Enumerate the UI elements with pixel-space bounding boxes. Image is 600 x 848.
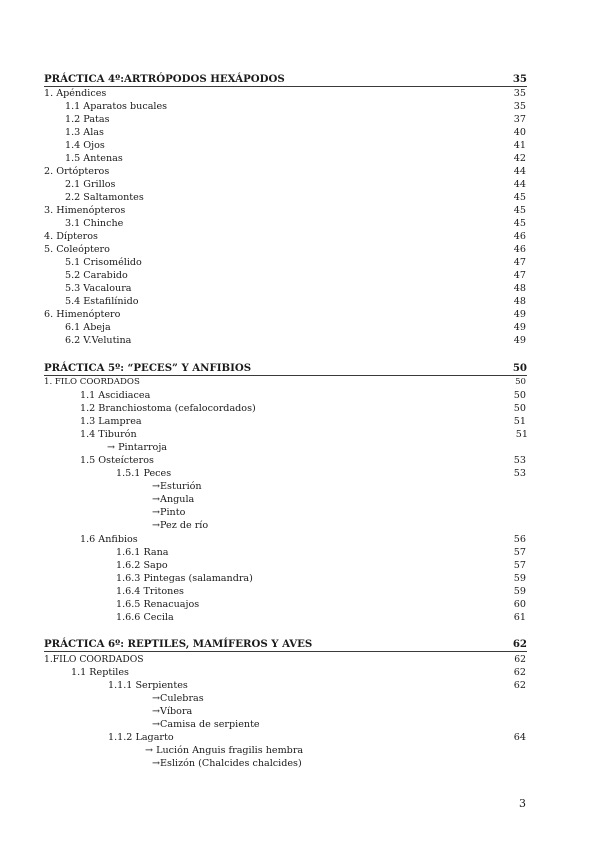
toc-entry-text: 1.5 Antenas <box>65 153 123 164</box>
toc-entry[interactable] <box>0 705 600 718</box>
toc-entry-page: 45 <box>513 192 526 203</box>
toc-entry[interactable] <box>0 692 600 705</box>
toc-entry-text: →Culebras <box>152 693 204 704</box>
toc-entry[interactable] <box>0 152 600 165</box>
toc-entry[interactable] <box>0 572 600 585</box>
toc-entry-text: → Pintarroja <box>107 442 168 453</box>
toc-entry-page: 35 <box>513 88 526 99</box>
page-number: 3 <box>519 797 526 810</box>
toc-entry-text: 1.4 Tiburón <box>80 429 137 440</box>
toc-entry[interactable] <box>0 480 600 493</box>
section-title: PRÁCTICA 5º: “PECES” Y ANFIBIOS <box>44 362 252 374</box>
toc-entry-text: 6. Himenóptero <box>44 309 121 320</box>
toc-entry-text: 1.1 Ascidiacea <box>80 390 151 401</box>
toc-entry-page: 49 <box>513 322 526 333</box>
toc-entry[interactable] <box>0 139 600 152</box>
toc-entry[interactable] <box>0 126 600 139</box>
toc-entry[interactable] <box>0 546 600 559</box>
toc-entry-text: 3.1 Chinche <box>65 218 124 229</box>
toc-entry[interactable] <box>0 744 600 757</box>
toc-entry-text: 1.1 Aparatos bucales <box>65 101 168 112</box>
toc-entry-page: 50 <box>515 377 526 387</box>
toc-entry[interactable] <box>0 467 600 480</box>
toc-entry-page: 62 <box>514 654 526 665</box>
toc-entry-text: 6.2 V.Velutina <box>65 335 132 346</box>
toc-entry-text: →Pez de río <box>152 520 209 531</box>
toc-entry-page: 59 <box>513 586 526 597</box>
toc-entry[interactable] <box>0 308 600 321</box>
toc-entry-text: 5.4 Estafilínido <box>65 296 139 307</box>
toc-entry[interactable] <box>0 230 600 243</box>
toc-entry[interactable] <box>0 428 600 441</box>
toc-entry-text: 2. Ortópteros <box>44 166 110 177</box>
toc-entry-page: 49 <box>513 309 526 320</box>
toc-entry-page: 45 <box>513 218 526 229</box>
toc-entry-text: →Eslizón (Chalcides chalcides) <box>152 758 302 769</box>
toc-entry-page: 56 <box>513 534 526 545</box>
toc-entry-text: 1.2 Patas <box>65 114 110 125</box>
toc-entry-text: →Pinto <box>152 507 186 518</box>
toc-entry[interactable] <box>0 376 600 389</box>
toc-entry[interactable] <box>0 679 600 692</box>
toc-entry-text: 1.6.1 Rana <box>116 547 169 558</box>
toc-entry-text: 4. Dípteros <box>44 231 98 242</box>
toc-entry[interactable] <box>0 585 600 598</box>
toc-entry-page: 40 <box>513 127 526 138</box>
toc-entry-page: 41 <box>513 140 526 151</box>
section-page: 35 <box>512 73 527 85</box>
toc-entry[interactable] <box>0 533 600 546</box>
toc-entry-text: 1.1.1 Serpientes <box>108 680 188 691</box>
toc-entry-page: 46 <box>513 244 526 255</box>
toc-entry-page: 51 <box>515 429 528 440</box>
toc-entry[interactable] <box>0 321 600 334</box>
toc-entry[interactable] <box>0 191 600 204</box>
toc-entry[interactable] <box>0 256 600 269</box>
toc-entry[interactable] <box>0 493 600 506</box>
toc-entry-text: 5.1 Crisomélido <box>65 257 142 268</box>
toc-entry-text: 1.3 Lamprea <box>80 416 142 427</box>
toc-entry-page: 46 <box>513 231 526 242</box>
toc-entry[interactable] <box>0 389 600 402</box>
toc-entry-text: 1.5 Osteícteros <box>80 455 154 466</box>
toc-entry-text: 5.2 Carabido <box>65 270 128 281</box>
toc-entry[interactable] <box>0 243 600 256</box>
section-heading[interactable] <box>0 638 600 651</box>
toc-entry-text: 1.5.1 Peces <box>116 468 172 479</box>
divider <box>44 651 527 652</box>
toc-entry-page: 53 <box>513 455 526 466</box>
section-page: 62 <box>512 638 527 650</box>
toc-entry-text: → Lución Anguis fragilis hembra <box>145 745 304 756</box>
toc-entry-page: 35 <box>513 101 526 112</box>
toc-entry[interactable] <box>0 334 600 347</box>
toc-entry-page: 47 <box>513 270 526 281</box>
toc-entry-text: 1.6.6 Cecila <box>116 612 174 623</box>
toc-entry-text: 1.6.4 Tritones <box>116 586 184 597</box>
toc-entry-page: 62 <box>513 680 526 691</box>
toc-entry[interactable] <box>0 269 600 282</box>
toc-entry[interactable] <box>0 165 600 178</box>
toc-entry-page: 53 <box>513 468 526 479</box>
toc-entry-text: 1.3 Alas <box>65 127 104 138</box>
toc-entry-page: 50 <box>513 403 526 414</box>
toc-entry[interactable] <box>0 441 600 454</box>
toc-entry-text: 3. Himenópteros <box>44 205 126 216</box>
toc-entry-page: 37 <box>513 114 526 125</box>
toc-entry-text: 2.2 Saltamontes <box>65 192 144 203</box>
toc-entry[interactable] <box>0 598 600 611</box>
toc-entry[interactable] <box>0 217 600 230</box>
toc-entry-text: →Angula <box>152 494 195 505</box>
toc-entry[interactable] <box>0 454 600 467</box>
toc-entry-page: 48 <box>513 283 526 294</box>
toc-entry[interactable] <box>0 204 600 217</box>
section-heading[interactable] <box>0 73 600 86</box>
section-heading[interactable] <box>0 362 600 375</box>
toc-entry[interactable] <box>0 718 600 731</box>
section-page: 50 <box>512 362 527 374</box>
toc-entry[interactable] <box>0 506 600 519</box>
toc-entry-text: 1.4 Ojos <box>65 140 105 151</box>
toc-entry[interactable] <box>0 415 600 428</box>
toc-entry[interactable] <box>0 757 600 770</box>
toc-entry-page: 62 <box>513 667 526 678</box>
toc-entry-page: 48 <box>513 296 526 307</box>
toc-entry[interactable] <box>0 100 600 113</box>
toc-entry-text: →Camisa de serpiente <box>152 719 260 730</box>
toc-entry-text: 1.1 Reptiles <box>71 667 129 678</box>
toc-entry-page: 64 <box>513 732 526 743</box>
toc-entry-page: 61 <box>513 612 526 623</box>
toc-entry-page: 47 <box>513 257 526 268</box>
toc-entry-text: 1.6.3 Pintegas (salamandra) <box>116 573 253 584</box>
toc-entry[interactable] <box>0 87 600 100</box>
toc-entry-text: 1. Apéndices <box>44 88 107 99</box>
toc-entry[interactable] <box>0 282 600 295</box>
toc-entry-page: 60 <box>513 599 526 610</box>
toc-entry-page: 44 <box>513 166 526 177</box>
toc-entry-text: 1.2 Branchiostoma (cefalocordados) <box>80 403 256 414</box>
toc-entry-page: 57 <box>513 560 526 571</box>
toc-entry-text: 1. FILO COORDADOS <box>44 377 140 387</box>
toc-entry[interactable] <box>0 519 600 532</box>
toc-entry-text: 1.1.2 Lagarto <box>108 732 174 743</box>
toc-entry[interactable] <box>0 653 600 666</box>
toc-entry[interactable] <box>0 295 600 308</box>
toc-entry-text: →Esturión <box>152 481 202 492</box>
toc-entry-page: 57 <box>513 547 526 558</box>
toc-entry-text: 1.6.2 Sapo <box>116 560 168 571</box>
toc-entry[interactable] <box>0 178 600 191</box>
toc-entry-page: 49 <box>513 335 526 346</box>
toc-entry-page: 45 <box>513 205 526 216</box>
section-title: PRÁCTICA 4º:ARTRÓPODOS HEXÁPODOS <box>44 73 285 85</box>
toc-entry[interactable] <box>0 666 600 679</box>
toc-entry-text: →Víbora <box>152 706 193 717</box>
toc-entry-page: 51 <box>513 416 526 427</box>
toc-entry-page: 42 <box>513 153 526 164</box>
toc-entry-page: 44 <box>513 179 526 190</box>
toc-entry-text: 1.6 Anfibios <box>80 534 138 545</box>
toc-entry-text: 5. Coleóptero <box>44 244 110 255</box>
toc-entry[interactable] <box>0 402 600 415</box>
toc-entry-text: 5.3 Vacaloura <box>65 283 132 294</box>
toc-entry[interactable] <box>0 611 600 624</box>
toc-entry-text: 1.6.5 Renacuajos <box>116 599 200 610</box>
toc-entry-page: 50 <box>513 390 526 401</box>
toc-entry-text: 1.FILO COORDADOS <box>44 654 144 665</box>
toc-entry[interactable] <box>0 731 600 744</box>
toc-entry[interactable] <box>0 113 600 126</box>
toc-entry[interactable] <box>0 559 600 572</box>
toc-entry-page: 59 <box>513 573 526 584</box>
toc-entry-text: 6.1 Abeja <box>65 322 111 333</box>
section-title: PRÁCTICA 6º: REPTILES, MAMÍFEROS Y AVES <box>44 638 313 650</box>
toc-entry-text: 2.1 Grillos <box>65 179 116 190</box>
